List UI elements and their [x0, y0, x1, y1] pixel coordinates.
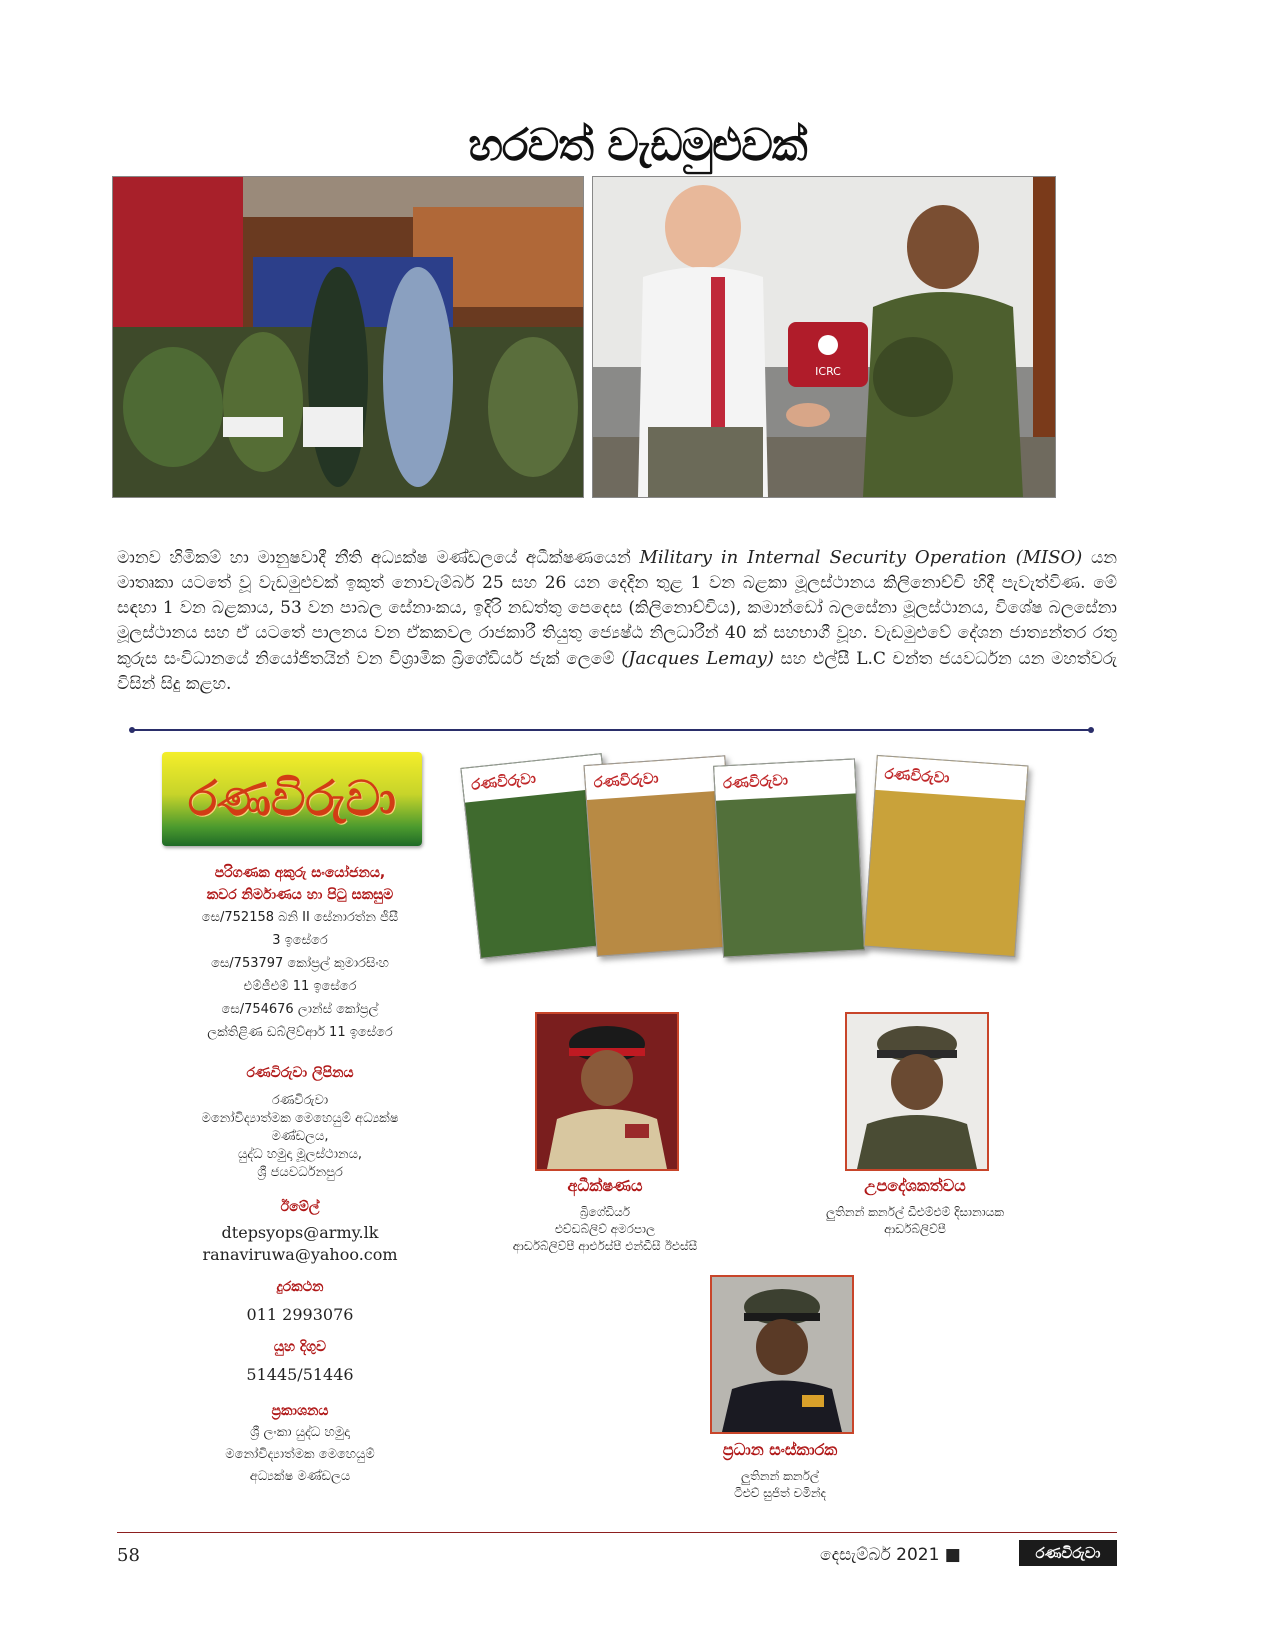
magazine-3-title: රණවිරුවා: [714, 759, 856, 800]
army-phone-heading: යුහ දිගුව: [273, 1339, 327, 1355]
advisor-line-1: ලුතිනන් කර්නල් ඩීඑම්එම් දිසානායක: [825, 1205, 1005, 1219]
director-line-3: ආර්ඩබ්ලිව්පී ආර්එස්පී එන්ඩීසී ඊඑස්සී: [512, 1239, 698, 1253]
phone-heading: දුරකථන: [276, 1279, 324, 1295]
phone-number: 011 2993076: [246, 1305, 354, 1324]
article-italic-2: (Jacques Lemay): [621, 648, 774, 669]
publisher-line-1: ශ්‍රී ලංකා යුද්ධ හමුදා: [250, 1425, 350, 1440]
credit-2-line1: සෙ/753797 කෝප්‍රල් කුමාරසිංහ: [211, 956, 389, 971]
footer-brand: රණවිරුවා: [1019, 1540, 1117, 1566]
divider-dot-right: [1088, 727, 1094, 733]
magazine-1-title: රණවිරුවා: [461, 754, 604, 802]
credit-1-line2: 3 ඉසේරෙ: [272, 933, 328, 948]
article-text-2: යන මාතෘකා යටතේ වූ වැඩමුළුවක් ඉකුත් නොවැම්බර් 25 සහ 26 යන දෙදින තුළ 1 වන බළකා මූලස්ථානය කිලිනොච්චි හිදී පැවැත්විණ. මේ සඳහා 1 වන බළකාය, 53 වන පාබල සේනාංකය, ඉදිරි නඩත්තු පෙදෙස (කිලිනොච්චිය), කමාන්ඩෝ බලසේනා මූලස්ථානය, විශේෂ බලසේනා මූලස්ථානය සහ ඒ යටතේ පාලනය වන ඒකකවල රාජකාරී තියුතු ජ්‍යෙෂ්ඨ නිලධාරීන් 40 ක් සහභාගී වූහ. වැඩමුළුවේ දේශන ජාත්‍යන්තර රතු කුරුස සංවිධානයේ නියෝජිතයින් වන විශ්‍රාමික බ්‍රිගේඩියර් ජැක් ලෙමේ: [117, 548, 1117, 669]
typesetting-heading-1: පරිගණක අකුරු සංයෝජනය,: [214, 865, 386, 881]
army-phone-number: 51445/51446: [246, 1365, 354, 1384]
publisher-line-2: මනෝවිද්‍යාත්මක මෙහෙයුම්: [225, 1447, 375, 1462]
article-text-1: මානව හිමිකම් හා මානුෂවාදී නීති අධ්‍යක්ෂ මණ්ඩලයේ අධීක්ෂණයෙන්: [117, 548, 640, 568]
director-line-1: බ්‍රිගේඩියර්: [579, 1205, 631, 1219]
credit-2-line2: එම්ජීඑම් 11 ඉසේරෙ: [243, 979, 357, 994]
editor-portrait: [710, 1275, 854, 1434]
director-portrait: [535, 1012, 679, 1171]
address-line-3: මණ්ඩලය,: [271, 1129, 329, 1144]
article-italic-1: Military in Internal Security Operation (MISO): [639, 547, 1083, 568]
workshop-photo: [112, 176, 584, 498]
credit-3-line1: සෙ/754676 ලාන්ස් කෝප්‍රල්: [221, 1002, 379, 1017]
advisor-line-2: ආර්ඩබ්ලිව්පී: [884, 1222, 946, 1236]
advisor-title: උපදේශකත්වය: [864, 1176, 966, 1195]
credit-3-line2: ලක්තිළිණ ඩබ්ලිව්ආර් 11 ඉසේරෙ: [207, 1025, 393, 1040]
credit-1-line1: සෙ/752158 බනි II සේනාරත්න ජීසී: [201, 910, 399, 925]
magazine-2-title: රණවිරුවා: [585, 756, 727, 800]
email-2: ranaviruwa@yahoo.com: [202, 1245, 398, 1264]
email-heading: ඊමේල්: [280, 1199, 320, 1215]
email-1: dtepsyops@army.lk: [221, 1223, 379, 1242]
magazine-cover-4: [863, 755, 1028, 957]
article-body: [117, 545, 1117, 697]
section-divider: [132, 729, 1092, 731]
address-heading: රණවිරුවා ලිපිනය: [246, 1065, 354, 1081]
icrc-badge-text: ICRC: [815, 365, 841, 378]
typesetting-heading-2: කවර නිර්මාණය හා පිටු සකසුම: [206, 887, 394, 903]
address-line-5: ශ්‍රී ජයවර්ධනපුර: [257, 1165, 343, 1180]
footer-date: දෙසැම්බර් 2021 ■: [820, 1545, 961, 1565]
address-line-2: මනෝවිද්‍යාත්මක මෙහෙයුම් අධ්‍යක්ෂ: [201, 1111, 399, 1126]
footer-divider: [117, 1532, 1117, 1533]
advisor-portrait: [845, 1012, 989, 1171]
editor-line-1: ලුතිනන් කර්නල්: [740, 1469, 820, 1483]
publisher-heading: ප්‍රකාශනය: [271, 1403, 329, 1419]
page-number: 58: [117, 1545, 140, 1566]
director-title: අධීක්ෂණය: [567, 1176, 643, 1195]
divider-dot-left: [129, 727, 135, 733]
logo-text: රණවිරුවා: [188, 770, 396, 827]
magazine-4-title: රණවිරුවා: [875, 756, 1027, 800]
address-line-1: රණවිරුවා: [271, 1093, 329, 1108]
article-headline: හරවත් වැඩමුළුවක්: [468, 120, 807, 171]
magazine-cover-3: [713, 758, 865, 957]
credits-column: [150, 862, 450, 1488]
publisher-line-3: අධ්‍යක්ෂ මණ්ඩලය: [249, 1469, 351, 1484]
ranaviruwa-logo: [162, 752, 422, 846]
address-line-4: යුද්ධ හමුදා මූලස්ථානය,: [237, 1147, 363, 1162]
presentation-photo: [592, 176, 1056, 498]
article-text-3: සහ එල්සී L.C චන්ත ජයවර්ධන යන මහත්වරු විසින් සිදු කළහ.: [117, 649, 1117, 694]
director-line-2: එච්ඩබ්ලිව් අමරපාල: [554, 1222, 656, 1236]
editor-title: ප්‍රධාන සංස්කාරක: [722, 1440, 838, 1459]
editor-line-2: ටීඑච් සුජිත් චමින්ද: [734, 1486, 826, 1500]
